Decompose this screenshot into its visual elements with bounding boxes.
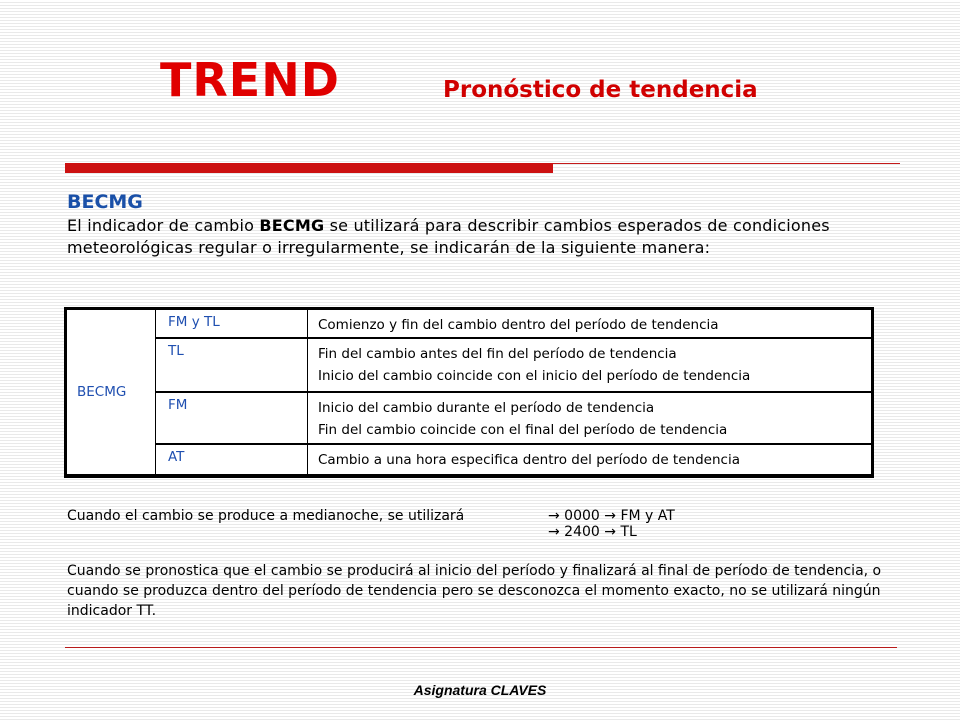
table-code-cell: AT bbox=[156, 444, 308, 476]
intro-bold-term: BECMG bbox=[259, 216, 325, 235]
intro-text-start: El indicador de cambio bbox=[67, 216, 260, 235]
table-row bbox=[66, 338, 873, 391]
midnight-indicator-2400: → 2400 → TL bbox=[548, 524, 637, 540]
midnight-indicators bbox=[548, 508, 675, 540]
table-desc-line: Inicio del cambio coincide con el inicio del período de tendencia bbox=[318, 368, 751, 385]
final-note: Cuando se pronostica que el cambio se producirá al inicio del período y finalizará al final de período de tendencia, o cuando se produzca dentro del período de tendencia pero se desconozca el momento exacto, no se utilizará ningún indicador TT. bbox=[67, 563, 882, 619]
becmg-table bbox=[64, 307, 874, 478]
table-row bbox=[66, 444, 873, 476]
intro-paragraph bbox=[67, 215, 867, 259]
table-desc-line: Comienzo y fin del cambio dentro del período de tendencia bbox=[318, 317, 719, 333]
table-desc-line: Inicio del cambio durante el período de tendencia bbox=[318, 399, 655, 416]
title-underline-thick bbox=[65, 163, 553, 173]
table-desc-line: Cambio a una hora especifica dentro del período de tendencia bbox=[318, 452, 740, 469]
table-desc-line: Fin del cambio antes del fin del período de tendencia bbox=[318, 346, 677, 363]
table-desc-cell bbox=[308, 338, 873, 391]
title-underline-thin bbox=[553, 163, 900, 164]
table-code-cell: FM bbox=[156, 392, 308, 444]
table-code-cell: FM y TL bbox=[156, 309, 308, 339]
slide-subtitle: Pronóstico de tendencia bbox=[443, 77, 758, 103]
midnight-indicator-0000: → 0000 → FM y AT bbox=[548, 508, 675, 524]
midnight-note: Cuando el cambio se produce a medianoche, se utilizará bbox=[67, 508, 465, 524]
table-desc-cell bbox=[308, 309, 873, 339]
table-desc-line: Fin del cambio coincide con el final del período de tendencia bbox=[318, 421, 728, 438]
section-heading: BECMG bbox=[67, 191, 143, 213]
table-desc-cell bbox=[308, 444, 873, 476]
bottom-rule bbox=[65, 647, 897, 648]
table-row bbox=[66, 392, 873, 444]
slide-title: TREND bbox=[160, 53, 340, 107]
intro-text-end: se utilizará para describir cambios esperados de condiciones meteorológicas regular o irregularmente, se indicarán de la siguiente manera: bbox=[67, 216, 830, 257]
table-row-header: BECMG bbox=[66, 309, 156, 477]
footer-text: Asignatura CLAVES bbox=[413, 682, 547, 698]
table-row bbox=[66, 309, 873, 339]
table-desc-cell bbox=[308, 392, 873, 444]
table-code-cell: TL bbox=[156, 338, 308, 391]
